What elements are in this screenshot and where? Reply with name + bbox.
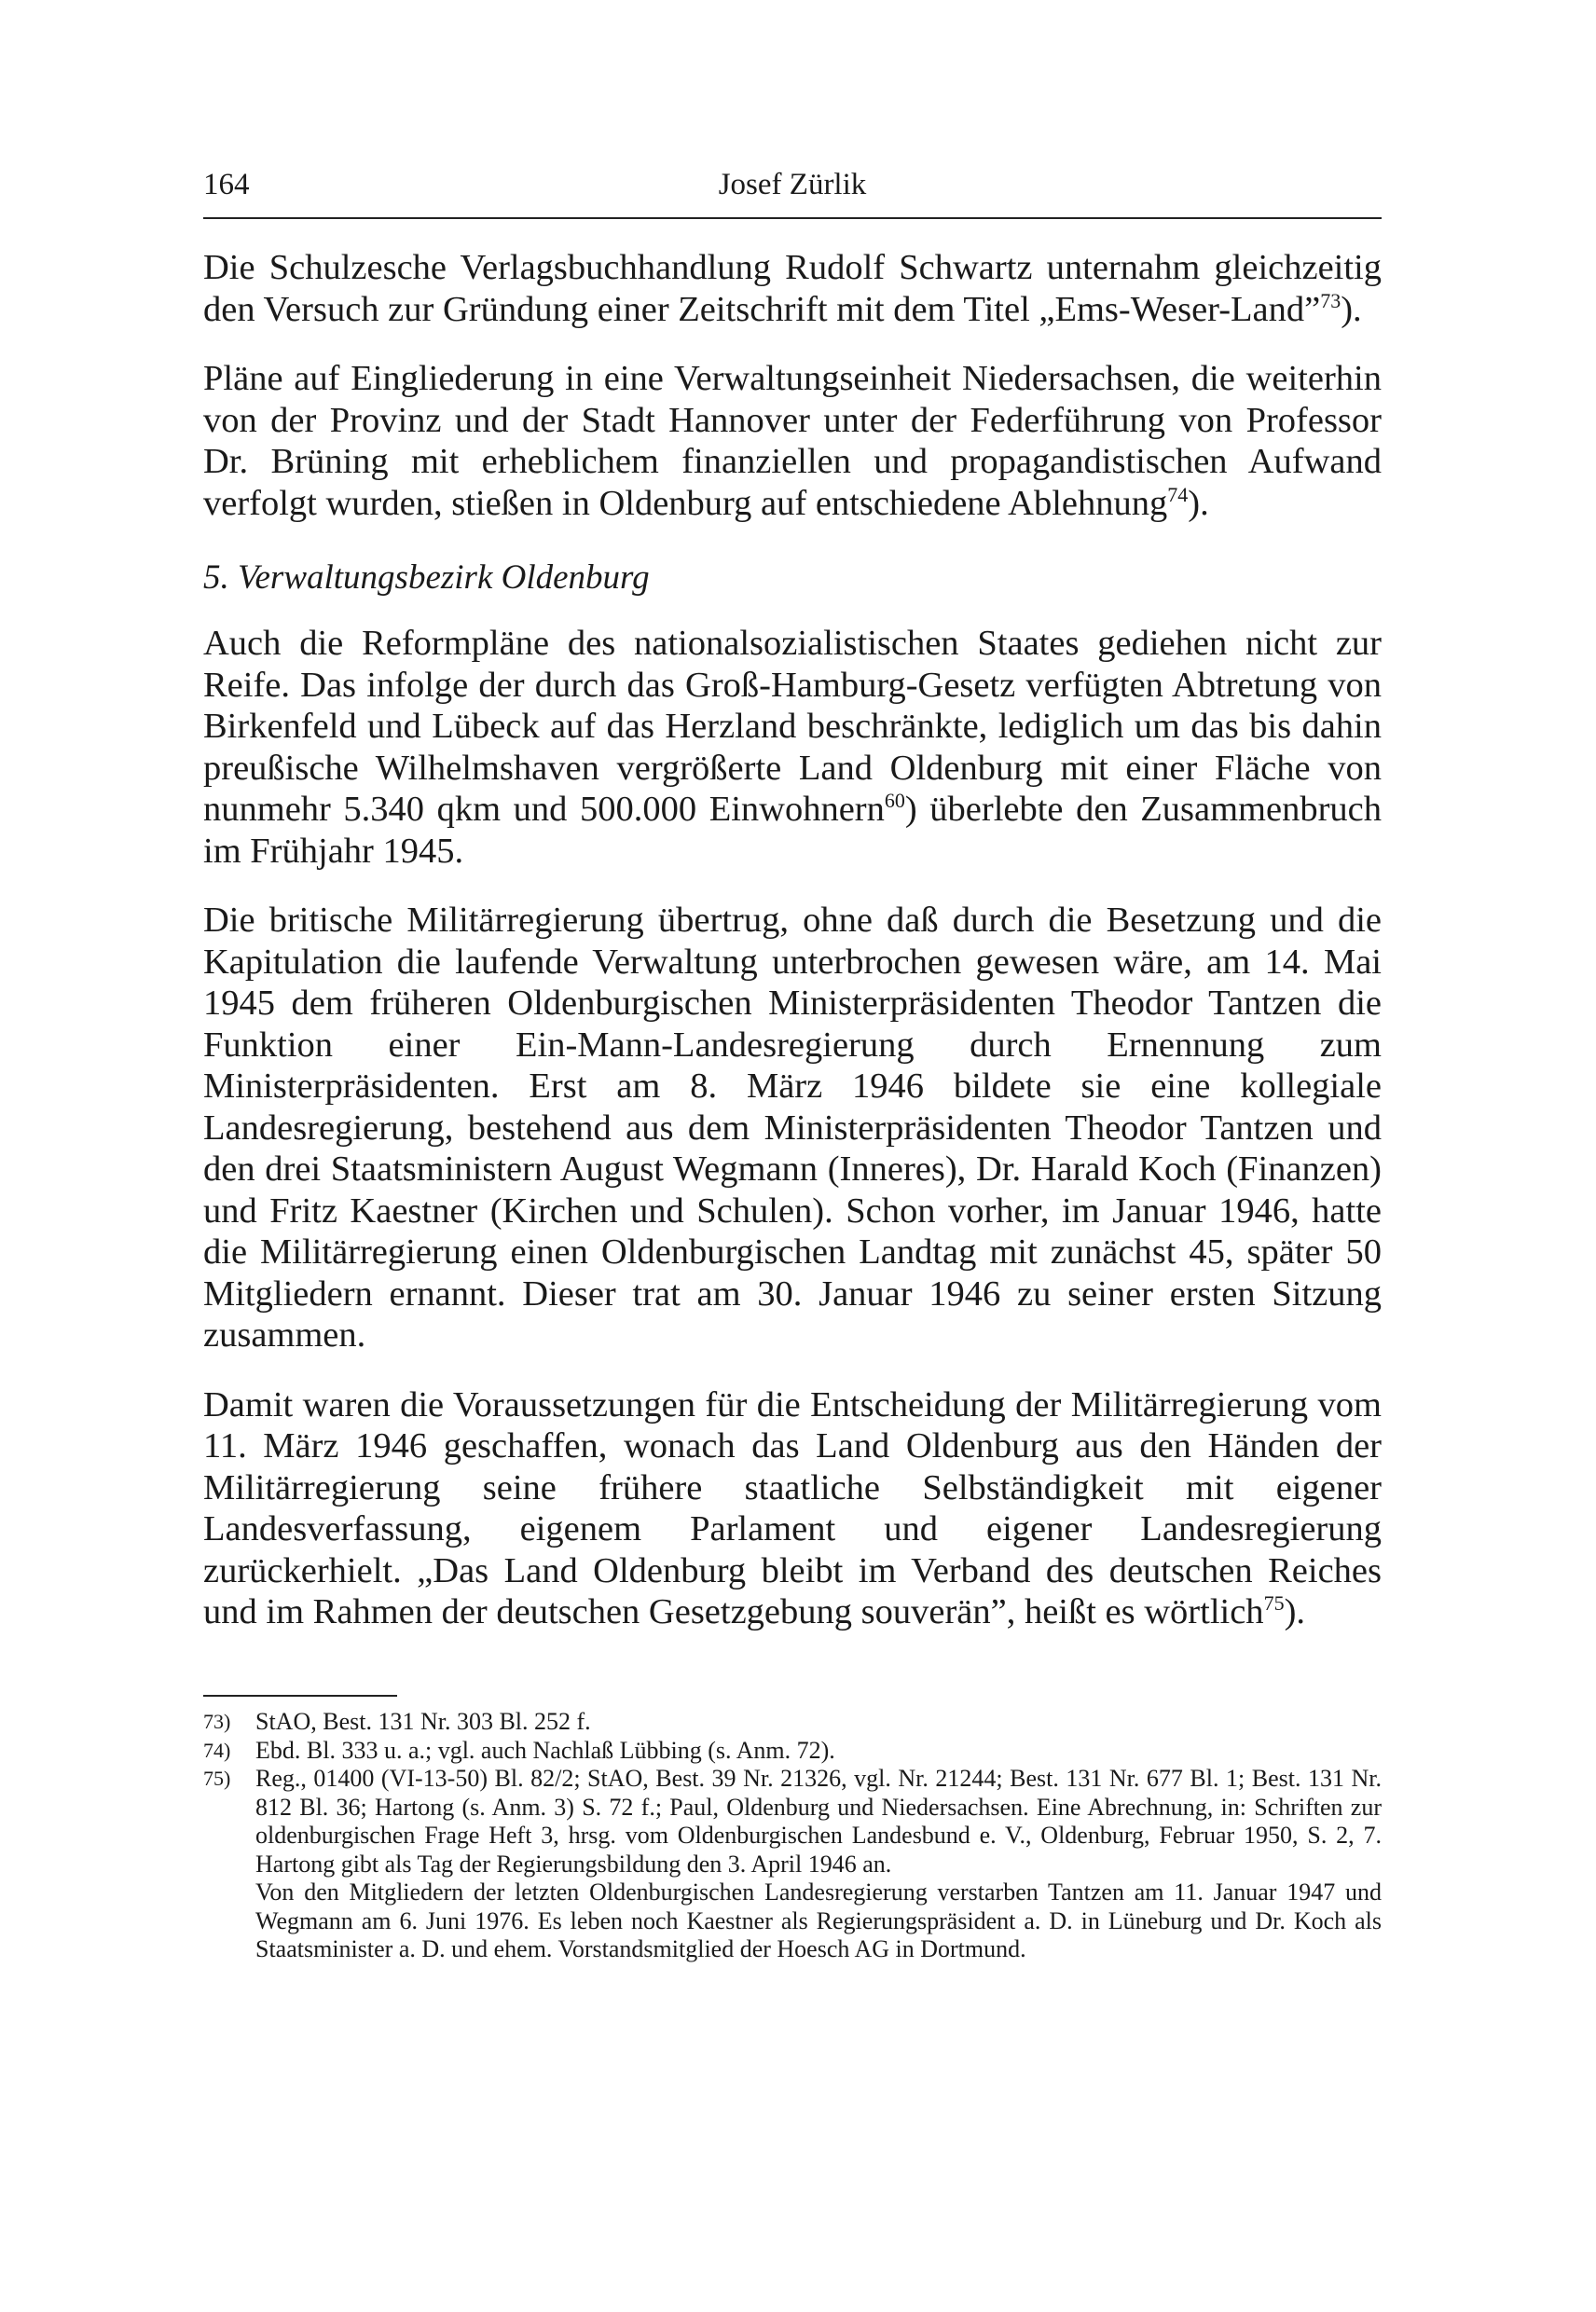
header-rule — [203, 217, 1382, 219]
footnote-reference[interactable]: 60 — [884, 789, 905, 812]
footnote-text: StAO, Best. 131 Nr. 303 Bl. 252 f. — [255, 1708, 591, 1735]
page-header — [203, 157, 1382, 213]
paragraph-text-tail: ). — [1188, 483, 1209, 523]
main-text — [203, 247, 1382, 1661]
footnote-text: Von den Mitgliedern der letzten Oldenburgischen Landesregierung verstarben Tantzen am 11. Januar 1947 und Wegmann am 6. Juni 1976. Es leben noch Kaestner als Regierungspräsident a. D. in Lüneburg und Dr. Koch als Staatsminister a. D. und ehem. Vorstandsmitglied der Hoesch AG in Dortmund. — [255, 1878, 1382, 1962]
footnote-text: Ebd. Bl. 333 u. a.; vgl. auch Nachlaß Lübbing (s. Anm. 72). — [255, 1736, 835, 1764]
paragraph — [203, 623, 1382, 872]
paragraph — [203, 1384, 1382, 1633]
running-head: Josef Zürlik — [718, 168, 867, 201]
footnote-marker: 74) — [203, 1738, 231, 1762]
paragraph-text-tail: ) überlebte den Zusammenbruch im Frühjahr 1945. — [203, 790, 1382, 871]
paragraph-text-tail: ). — [1284, 1592, 1306, 1631]
paragraph-text: Die Schulzesche Verlagsbuchhandlung Rudolf Schwartz unternahm gleichzeitig den Versuch zur Gründung einer Zeitschrift mit dem Titel „Ems-Weser-Land” — [203, 248, 1382, 329]
footnote — [203, 1737, 1382, 1766]
paragraph — [203, 358, 1382, 524]
footnotes — [203, 1708, 1382, 1964]
page-number: 164 — [203, 168, 250, 201]
footnote — [203, 1708, 1382, 1737]
footnote-marker: 73) — [203, 1710, 231, 1733]
footnote-reference[interactable]: 74 — [1167, 482, 1189, 506]
paragraph: Die britische Militärregierung übertrug, ohne daß durch die Besetzung und die Kapitulation die laufende Verwaltung unterbrochen gewesen wäre, am 14. Mai 1945 dem früheren Oldenburgischen Ministerpräsidenten Theodor Tantzen die Funktion einer Ein-Mann-Landesregierung durch Ernennung zum Ministerpräsidenten. Erst am 8. März 1946 bildete sie eine kollegiale Landesregierung, bestehend aus dem Ministerpräsidenten Theodor Tantzen und den drei Staatsministern August Wegmann (Inneres), Dr. Harald Koch (Finanzen) und Fritz Kaestner (Kirchen und Schulen). Schon vorher, im Januar 1946, hatte die Militärregierung einen Oldenburgischen Landtag mit zunächst 45, später 50 Mitgliedern ernannt. Dieser trat am 30. Januar 1946 zu seiner ersten Sitzung zusammen. — [203, 901, 1382, 1355]
footnote-marker: 75) — [203, 1767, 231, 1790]
paragraph-text: Pläne auf Eingliederung in eine Verwaltungseinheit Niedersachsen, die weiterhin von der Provinz und der Stadt Hannover unter der Federführung von Professor Dr. Brüning mit erheblichem finanziellen und propagandistischen Aufwand verfolgt wurden, stießen in Oldenburg auf entschiedene Ablehnung — [203, 359, 1382, 523]
footnote-rule — [203, 1695, 397, 1697]
footnote-reference[interactable]: 75 — [1263, 1591, 1285, 1615]
paragraph-text: Auch die Reformpläne des nationalsozialistischen Staates gediehen nicht zur Reife. Das infolge der durch das Groß-Hamburg-Gesetz verfügten Abtretung von Birkenfeld und Lübeck auf das Herzland beschränkte, lediglich um das bis dahin preußische Wilhelmshaven vergrößerte Land Oldenburg mit einer Fläche von nunmehr 5.340 qkm und 500.000 Einwohnern — [203, 624, 1382, 829]
section-heading: 5. Verwaltungsbezirk Oldenburg — [203, 558, 650, 597]
footnote-continuation — [203, 1878, 1382, 1964]
footnote-text: Reg., 01400 (VI-13-50) Bl. 82/2; StAO, Best. 39 Nr. 21326, vgl. Nr. 21244; Best. 131 Nr. 677 Bl. 1; Best. 131 Nr. 812 Bl. 36; Hartong (s. Anm. 3) S. 72 f.; Paul, Oldenburg und Niedersachsen. Eine Abrechnung, in: Schriften zur oldenburgischen Frage Heft 3, hrsg. vom Oldenburgischen Landesbund e. V., Oldenburg, Februar 1950, S. 2, 7. Hartong gibt als Tag der Regierungsbildung den 3. April 1946 an. — [255, 1765, 1382, 1878]
paragraph — [203, 247, 1382, 330]
footnote — [203, 1765, 1382, 1878]
paragraph-text-tail: ). — [1341, 289, 1362, 329]
footnote-reference[interactable]: 73 — [1320, 288, 1341, 312]
paragraph-text: Damit waren die Voraussetzungen für die Entscheidung der Militärregierung vom 11. März 1946 geschaffen, wonach das Land Oldenburg aus den Händen der Militärregierung seine frühere staatliche Selbständigkeit mit eigener Landesverfassung, eigenem Parlament und eigener Landesregierung zurückerhielt. „Das Land Oldenburg bleibt im Verband des deutschen Reiches und im Rahmen der deutschen Gesetzgebung souverän”, heißt es wörtlich — [203, 1384, 1382, 1631]
